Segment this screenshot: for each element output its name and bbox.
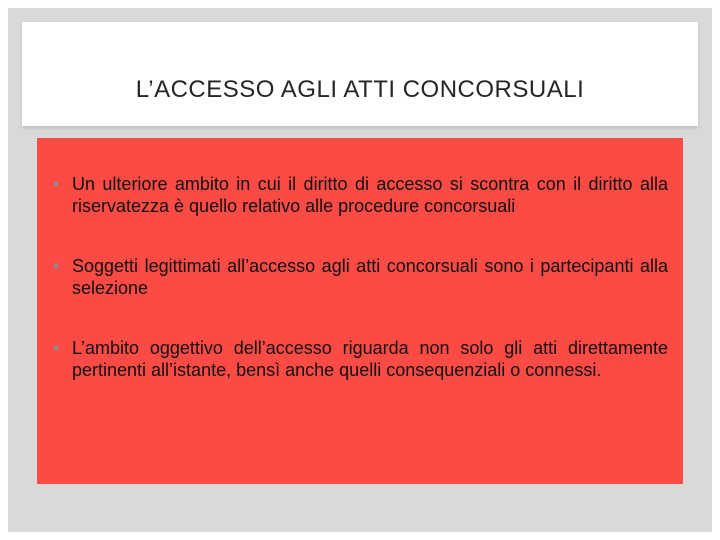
content-box — [37, 138, 683, 484]
title-box — [22, 22, 698, 126]
bullet-item — [53, 337, 668, 381]
bullet-item — [53, 173, 668, 217]
bullet-dot-icon: • — [53, 338, 60, 358]
bullet-text: L’ambito oggettivo dell’accesso riguarda non solo gli atti direttamente pertinenti all’istante, bensì anche quelli consequenziali o connessi. — [72, 338, 668, 380]
bullet-item — [53, 255, 668, 299]
bullet-text: Un ulteriore ambito in cui il diritto di accesso si scontra con il diritto alla riservatezza è quello relativo alle procedure concorsuali — [72, 174, 668, 216]
bullet-dot-icon: • — [53, 256, 60, 276]
bullet-list — [53, 173, 668, 381]
bullet-dot-icon: • — [53, 174, 60, 194]
slide-title: L’ACCESSO AGLI ATTI CONCORSUALI — [135, 76, 585, 103]
bullet-text: Soggetti legittimati all’accesso agli atti concorsuali sono i partecipanti alla selezione — [72, 256, 668, 298]
